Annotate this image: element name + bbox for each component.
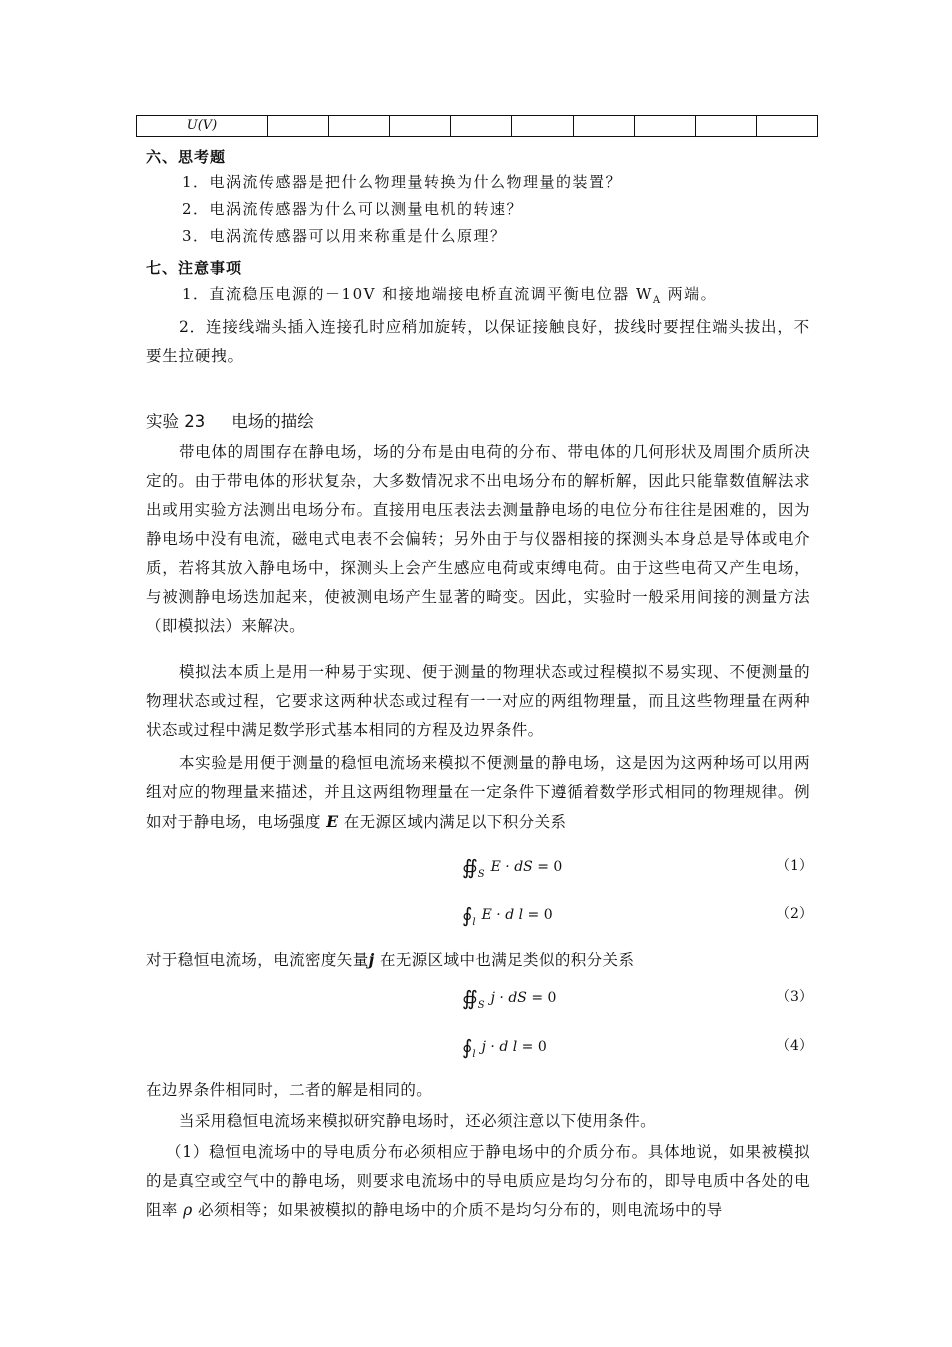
experiment-name: 电场的描绘	[231, 412, 314, 431]
equation-4-number: （4）	[776, 1038, 813, 1054]
experiment-title	[146, 408, 314, 432]
question-3: 3．电涡流传感器可以用来称重是什么原理？	[182, 227, 507, 245]
table-cell	[451, 116, 512, 137]
table-cell	[756, 116, 817, 137]
paragraph-4: 对于稳恒电流场，电流密度矢量j 在无源区域中也满足类似的积分关系	[146, 950, 635, 969]
table-cell	[390, 116, 451, 137]
paragraph-3: 本实验是用便于测量的稳恒电流场来模拟不便测量的静电场，这是因为这两种场可以用两组对应的物理量来描述，并且这两组物理量在一定条件下遵循着数学形式相同的物理规律。例如对于静电场，电场强度 E 在无源区域内满足以下积分关系	[146, 754, 810, 831]
section-6-title: 六、思考题	[146, 148, 227, 166]
paragraph-2: 模拟法本质上是用一种易于实现、便于测量的物理状态或过程模拟不易实现、不便测量的物理状态或过程，它要求这两种状态或过程有一一对应的两组物理量，而且这些物理量在两种状态或过程中满足数学形式基本相同的方程及边界条件。	[146, 663, 810, 739]
equation-1: $∯_S$ E · dS = 0	[462, 855, 563, 880]
voltage-table	[136, 115, 818, 137]
table-cell	[634, 116, 695, 137]
table-row-label: U(V)	[137, 116, 268, 137]
table-cell	[329, 116, 390, 137]
note-2: 2．连接线端头插入连接孔时应稍加旋转，以保证接触良好，拔线时要捏住端头拔出，不要生拉硬拽。	[146, 318, 810, 365]
question-1: 1．电涡流传感器是把什么物理量转换为什么物理量的装置？	[182, 173, 623, 191]
section-7-title: 七、注意事项	[146, 259, 243, 277]
paragraph-1: 带电体的周围存在静电场，场的分布是由电荷的分布、带电体的几何形状及周围介质所决定的。由于带电体的形状复杂，大多数情况求不出电场分布的解析解，因此只能靠数值解法求出或用实验方法测出电场分布。直接用电压表法去测量静电场的电位分布往往是困难的，因为静电场中没有电流，磁电式电表不会偏转；另外由于与仪器相接的探测头本身总是导体或电介质，若将其放入静电场中，探测头上会产生感应电荷或束缚电荷。由于这些电荷又产生电场，与被测静电场迭加起来，使被测电场产生显著的畸变。因此，实验时一般采用间接的测量方法（即模拟法）来解决。	[146, 443, 810, 635]
table-cell	[695, 116, 756, 137]
equation-1-number: （1）	[776, 858, 813, 874]
equation-4: $∮_l$ j · d l = 0	[462, 1035, 547, 1060]
equation-2: $∮_l$ E · d l = 0	[462, 903, 553, 928]
table-row	[137, 116, 818, 137]
equation-3-number: （3）	[776, 989, 813, 1005]
table-cell	[512, 116, 573, 137]
equation-3: $∯_S$ j · dS = 0	[462, 986, 557, 1011]
paragraph-6: 当采用稳恒电流场来模拟研究静电场时，还必须注意以下使用条件。	[179, 1112, 657, 1130]
note-1: 1．直流稳压电源的－10V 和接地端接电桥直流调平衡电位器 $W_A$ 两端。	[182, 285, 718, 306]
equation-2-number: （2）	[776, 906, 813, 922]
paragraph-7: （1）稳恒电流场中的导电质分布必须相应于静电场中的介质分布。具体地说，如果被模拟的是真空或空气中的静电场，则要求电流场中的导电质应是均匀分布的，即导电质中各处的电阻率 ρ 必须相等；如果被模拟的静电场中的介质不是均匀分布的，则电流场中的导	[146, 1143, 810, 1219]
paragraph-5: 在边界条件相同时，二者的解是相同的。	[146, 1081, 433, 1099]
experiment-number: 实验 23	[146, 412, 206, 431]
table-cell	[573, 116, 634, 137]
question-2: 2．电涡流传感器为什么可以测量电机的转速？	[182, 200, 524, 218]
table-cell	[268, 116, 329, 137]
